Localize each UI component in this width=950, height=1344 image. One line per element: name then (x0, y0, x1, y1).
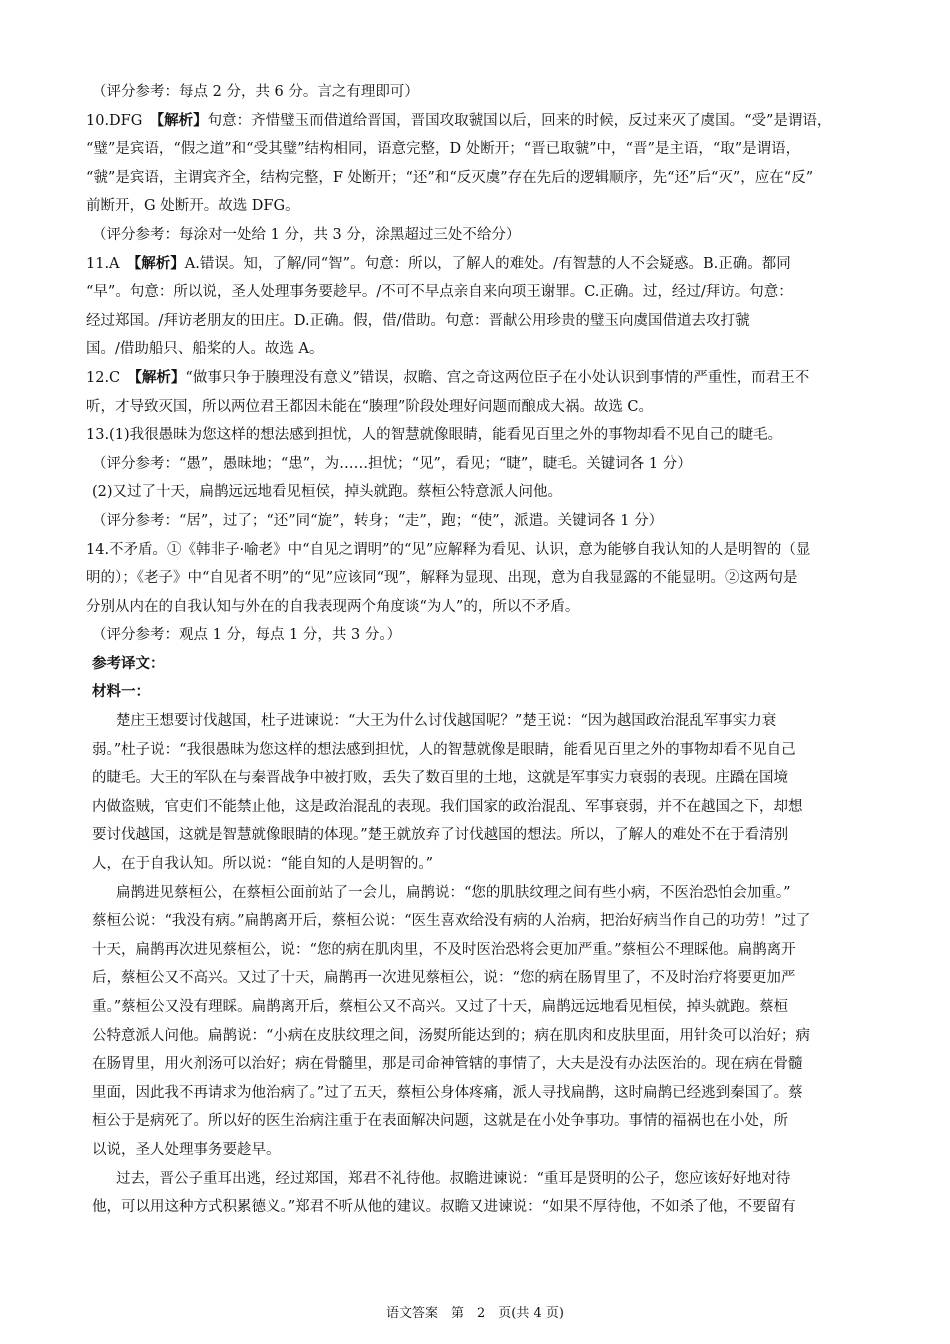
answer-12-line-2: 听，才导致灭国，所以两位君王都因未能在“腠理”阶段处理好问题而酿成大祸。故选 C。 (86, 398, 654, 415)
answer-14-line-1: 14.不矛盾。①《韩非子·喻老》中“自见之谓明”的“见”应解释为看见、认识，意为能够自我认知的人是明智的（显 (86, 541, 811, 558)
scoring-note-13-1: （评分参考：“愚”，愚昧地；“患”，为……担忧；“见”，看见；“睫”，睫毛。关键词各 1 分） (92, 455, 692, 472)
translation-line: 的睫毛。大王的军队在与秦晋战争中被打败，丢失了数百里的土地，这就是军事实力衰弱的表现。庄蹻在国境 (92, 770, 788, 787)
translation-line: 桓公于是病死了。所以好的医生治病注重于在表面解决问题，这就是在小处争事功。事情的福祸也在小处，所 (92, 1113, 788, 1130)
scoring-note-14: （评分参考：观点 1 分，每点 1 分，共 3 分。） (92, 627, 402, 644)
answer-11-line-4: 国。/借助船只、船桨的人。故选 A。 (86, 341, 324, 358)
answer-11-line-1: 11.A 【解析】A.错误。知，了解/同“智”。句意：所以，了解人的难处。/有智慧的人不会疑惑。B.正确。都同 (86, 255, 791, 272)
translation-heading: 参考译文： (92, 655, 165, 672)
translation-line: 后，蔡桓公又不高兴。又过了十天，扁鹊再一次进见蔡桓公，说：“您的病在肠胃里了，不及时治疗将要更加严 (92, 970, 796, 987)
answer-13-part-2: (2)又过了十天，扁鹊远远地看见桓侯，掉头就跑。蔡桓公特意派人问他。 (92, 484, 563, 501)
translation-line: 重。”蔡桓公又没有理睬。扁鹊离开后，蔡桓公又不高兴。又过了十天，扁鹊远远地看见桓侯，掉头就跑。蔡桓 (92, 999, 789, 1015)
answer-10-line-3: “虢”是宾语，主谓宾齐全，结构完整，F 处断开；“还”和“反灭虞”存在先后的逻辑顺序，先“还”后“灭”，应在“反” (86, 169, 814, 186)
translation-line: 十天，扁鹊再次进见蔡桓公，说：“您的病在肌肉里，不及时医治恐将会更加严重。”蔡桓公不理睬他。扁鹊离开 (92, 941, 796, 958)
answer-12-line-1: 12.C 【解析】“做事只争于腠理没有意义”错误，叔瞻、宫之奇这两位臣子在小处认识到事情的严重性，而君王不 (86, 369, 810, 386)
translation-line: 弱。”杜子说：“我很愚昧为您这样的想法感到担忧，人的智慧就像是眼睛，能看见百里之外的事物却看不见自己 (92, 741, 796, 758)
answer-14-line-3: 分别从内在的自我认知与外在的自我表现两个角度谈“为人”的，所以不矛盾。 (86, 598, 580, 615)
answer-10-line-2: “璧”是宾语，“假之道”和“受其璧”结构相同，语意完整，D 处断开；“晋已取虢”中，“晋”是主语，“取”是谓语， (86, 141, 801, 158)
translation-line: 里面，因此我不再请求为他治病了。”过了五天，蔡桓公身体疼痛，派人寻找扁鹊，这时扁鹊已经逃到秦国了。蔡 (92, 1084, 803, 1101)
answer-10-line-4: 前断开，G 处断开。故选 DFG。 (86, 198, 300, 215)
answer-11-line-3: 经过郑国。/拜访老朋友的田庄。D.正确。假，借/借助。句意：晋献公用珍贵的璧玉向虞国借道去攻打虢 (86, 312, 750, 329)
translation-line: 在肠胃里，用火剂汤可以治好；病在骨髓里，那是司命神管辖的事情了，大夫是没有办法医治的。现在病在骨髓 (92, 1056, 803, 1073)
translation-line: 蔡桓公说：“我没有病。”扁鹊离开后，蔡桓公说：“医生喜欢给没有病的人治病，把治好病当作自己的功劳！”过了 (92, 913, 811, 930)
scoring-note-10: （评分参考：每涂对一处给 1 分，共 3 分，涂黑超过三处不给分） (92, 226, 521, 243)
answer-14-line-2: 明的）；《老子》中“自见者不明”的“见”应该同“现”，解释为显现、出现，意为自我显露的不能显明。②这两句是 (86, 570, 798, 587)
translation-line: 要讨伐越国，这就是智慧就像眼睛的体现。”楚王就放弃了讨伐越国的想法。所以，了解人的难处不在于看清别 (92, 827, 789, 844)
translation-line: 以说，圣人处理事务要趁早。 (92, 1141, 281, 1158)
answer-11-line-2: “早”。句意：所以说，圣人处理事务要趁早。/不可不早点亲自来向项王谢罪。C.正确。过，经过/拜访。句意： (86, 284, 793, 301)
translation-line: 楚庄王想要讨伐越国，杜子进谏说：“大王为什么讨伐越国呢？”楚王说：“因为越国政治混乱军事实力衰 (116, 713, 777, 730)
answer-10-line-1: 10.DFG 【解析】句意：齐惜璧玉而借道给晋国，晋国攻取虢国以后，回来的时候，反过来灭了虞国。“受”是谓语， (86, 112, 832, 129)
translation-line: 过去，晋公子重耳出逃，经过郑国，郑君不礼待他。叔瞻进谏说：“重耳是贤明的公子，您应该好好地对待 (116, 1170, 791, 1187)
translation-line: 内做盗贼，官吏们不能禁止他，这是政治混乱的表现。我们国家的政治混乱、军事衰弱，并不在越国之下，却想 (92, 798, 803, 815)
translation-line: 扁鹊进见蔡桓公，在蔡桓公面前站了一会儿，扁鹊说：“您的肌肤纹理之间有些小病，不医治恐怕会加重。” (116, 884, 791, 901)
scoring-note-9: （评分参考：每点 2 分，共 6 分。言之有理即可） (92, 84, 419, 100)
page-footer: 语文答案 第 2 页(共 4 页) (386, 1306, 564, 1321)
answer-13-part-1: 13.(1)我很愚昧为您这样的想法感到担忧，人的智慧就像眼睛，能看见百里之外的事物却看不见自己的睫毛。 (86, 427, 783, 444)
material-heading: 材料一： (92, 684, 150, 701)
translation-line: 公特意派人问他。扁鹊说：“小病在皮肤纹理之间，汤熨所能达到的；病在肌肉和皮肤里面，用针灸可以治好；病 (92, 1027, 810, 1044)
translation-line: 人，在于自我认知。所以说：“能自知的人是明智的。” (92, 856, 434, 873)
translation-line: 他，可以用这种方式积累德义。”郑君不听从他的建议。叔瞻又进谏说：“如果不厚待他，不如杀了他，不要留有 (92, 1199, 796, 1216)
scoring-note-13-2: （评分参考：“居”，过了；“还”同“旋”，转身；“走”，跑；“使”，派遣。关键词各 1 分） (92, 512, 664, 529)
